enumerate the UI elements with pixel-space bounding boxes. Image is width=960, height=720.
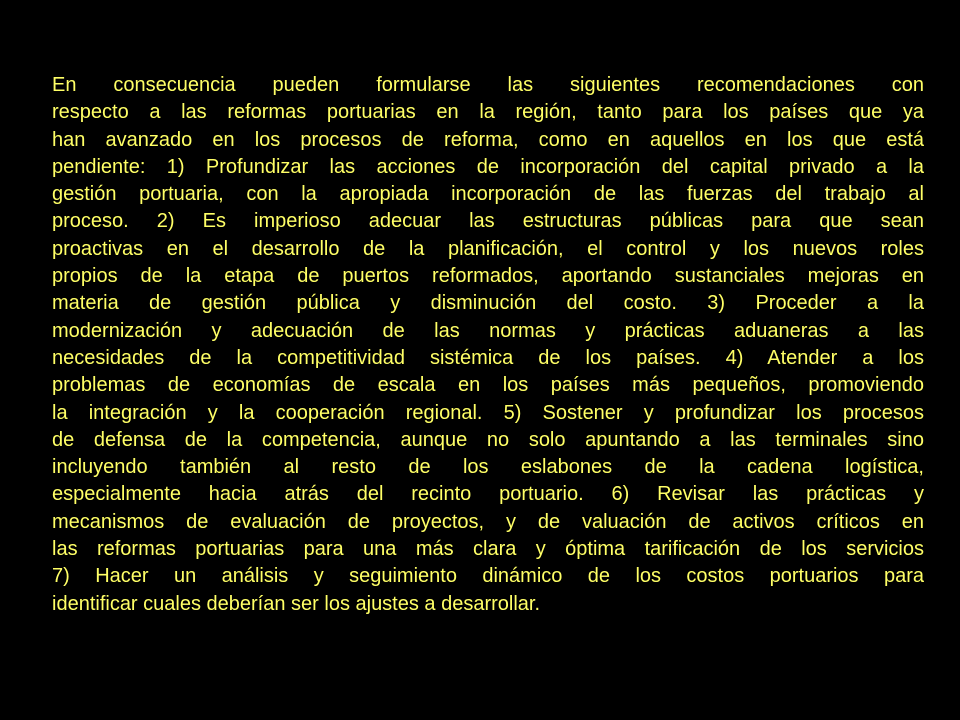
paragraph-line: de defensa de la competencia, aunque no solo apuntando a las terminales sino	[52, 428, 924, 451]
paragraph-line: necesidades de la competitividad sistémica de los países. 4) Atender a los	[52, 346, 924, 369]
paragraph-line: respecto a las reformas portuarias en la región, tanto para los países que ya	[52, 101, 924, 124]
paragraph-line: la integración y la cooperación regional. 5) Sostener y profundizar los procesos	[52, 401, 924, 424]
paragraph-line: materia de gestión pública y disminución del costo. 3) Proceder a la	[52, 292, 924, 315]
paragraph-line: especialmente hacia atrás del recinto portuario. 6) Revisar las prácticas y	[52, 483, 924, 506]
paragraph-line: identificar cuales deberían ser los ajustes a desarrollar.	[52, 592, 541, 615]
paragraph-line: gestión portuaria, con la apropiada incorporación de las fuerzas del trabajo al	[52, 183, 924, 206]
paragraph-line: proceso. 2) Es imperioso adecuar las estructuras públicas para que sean	[52, 210, 924, 233]
paragraph-line: las reformas portuarias para una más clara y óptima tarificación de los servicios	[52, 538, 924, 561]
paragraph-line: incluyendo también al resto de los eslabones de la cadena logística,	[52, 456, 924, 479]
paragraph-line: En consecuencia pueden formularse las siguientes recomendaciones con	[52, 74, 924, 96]
paragraph-line: mecanismos de evaluación de proyectos, y de valuación de activos críticos en	[52, 510, 924, 533]
paragraph-line: problemas de economías de escala en los países más pequeños, promoviendo	[52, 374, 924, 397]
recommendations-paragraph	[52, 72, 924, 618]
paragraph-line: proactivas en el desarrollo de la planificación, el control y los nuevos roles	[52, 237, 924, 260]
paragraph-line: propios de la etapa de puertos reformados, aportando sustanciales mejoras en	[52, 265, 924, 288]
paragraph-line: pendiente: 1) Profundizar las acciones de incorporación del capital privado a la	[52, 155, 924, 178]
paragraph-line: modernización y adecuación de las normas y prácticas aduaneras a las	[52, 319, 924, 342]
paragraph-line: 7) Hacer un análisis y seguimiento dinámico de los costos portuarios para	[52, 565, 924, 588]
paragraph-line: han avanzado en los procesos de reforma, como en aquellos en los que está	[52, 128, 924, 151]
